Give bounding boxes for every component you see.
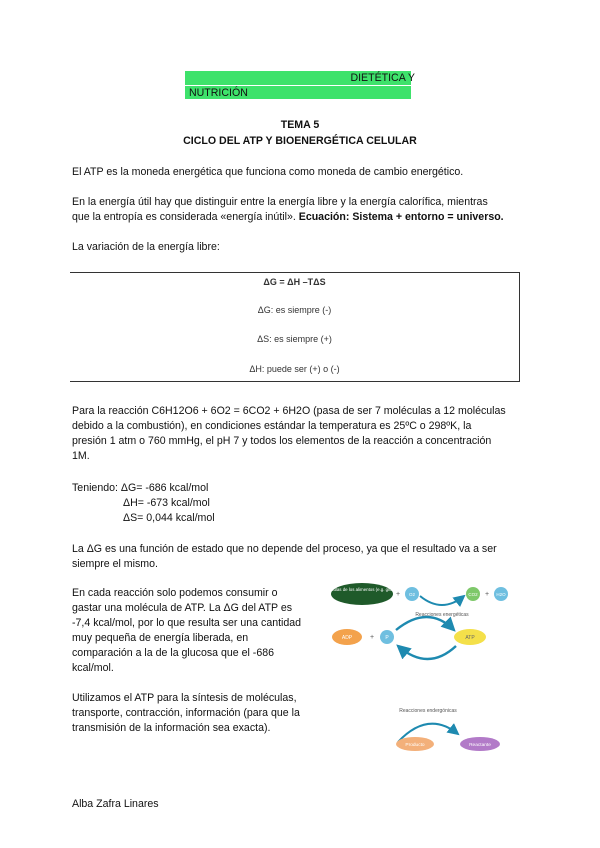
atp-hydrolysis-arrow <box>398 646 456 659</box>
atp-uses-paragraph: Utilizamos el ATP para la síntesis de moléculas, transporte, contracción, información (para que la transmisión de la información sea exacta). <box>72 692 300 734</box>
delta-g-value: Teniendo: ΔG= -686 kcal/mol <box>72 482 209 494</box>
topic-title: CICLO DEL ATP Y BIOENERGÉTICA CELULAR <box>183 135 417 147</box>
subject-header <box>185 71 415 99</box>
delta-h-value: ΔH= -673 kcal/mol <box>123 497 210 509</box>
atp-synthesis-arrow <box>396 617 454 630</box>
co2-label: CO2 <box>468 592 478 597</box>
react1-label: Reacciones energéticas <box>415 612 469 618</box>
intro-paragraph: El ATP es la moneda energética que funciona como moneda de cambio energético. <box>72 166 464 178</box>
product-label: Producto <box>405 743 425 748</box>
atp-label: ATP <box>465 635 475 641</box>
adp-label: ADP <box>341 635 353 641</box>
subject-line2: NUTRICIÓN <box>189 87 248 99</box>
energy-line1: En la energía útil hay que distinguir entre la energía libre y la energía calorífica, mientras <box>72 196 488 208</box>
free-energy-label: La variación de la energía libre: <box>72 241 220 253</box>
formula-main: ΔG = ΔH –TΔS <box>263 277 326 287</box>
plus-2: + <box>484 591 490 598</box>
plus-1: + <box>395 591 401 598</box>
topic-number: TEMA 5 <box>280 119 320 131</box>
subject-line1: DIETÉTICA Y <box>350 72 415 84</box>
top-reaction-arrow <box>420 596 464 605</box>
values-block <box>72 481 532 526</box>
formula-ds: ΔS: es siempre (+) <box>257 334 332 344</box>
reaction-paragraph: Para la reacción C6H12O6 + 6O2 = 6CO2 + 6H2O (pasa de ser 7 moléculas a 12 moléculas debido a la combustión), en condiciones estándar la temperatura es 25ºC o 298ºK, la presión 1 atm o 760 mmHg, el pH 7 y todos los elementos de la reacción a concentración 1M. <box>72 405 506 462</box>
equation-bold: Ecuación: Sistema + entorno = universo. <box>298 211 504 223</box>
react2-label: Reacciones endergónicas <box>399 708 457 714</box>
formula-dh: ΔH: puede ser (+) o (-) <box>249 364 340 374</box>
h2o-label: H2O <box>496 592 506 597</box>
atp-consumption-paragraph: En cada reacción solo podemos consumir o gastar una molécula de ATP. La ΔG del ATP es -7,4 kcal/mol, por lo que resulta ser una cantidad muy pequeña de energía liberada, en comparación a la de la glucosa que el -686 kcal/mol. <box>72 587 302 674</box>
energy-paragraph <box>72 195 532 225</box>
reactant-label: Reactante <box>469 743 491 748</box>
author-footer: Alba Zafra Linares <box>72 798 159 810</box>
phosphate-label: P <box>385 635 389 641</box>
formula-dg: ΔG: es siempre (-) <box>257 305 332 315</box>
state-function-paragraph: La ΔG es una función de estado que no depende del proceso, ya que el resultado va a ser siempre el mismo. <box>72 543 497 570</box>
formula-box <box>70 272 520 382</box>
delta-s-value: ΔS= 0,044 kcal/mol <box>123 512 215 524</box>
food-molecules-label: Moléculas de los alimentos (e.g. glucosa) <box>321 587 403 592</box>
energy-line2: que la entropía es considerada «energía inútil». Ecuación: Sistema + entorno = universo. <box>72 211 504 223</box>
atp-cycle-diagram <box>321 582 520 752</box>
plus-3: + <box>369 634 375 641</box>
o2-label: O2 <box>408 592 416 597</box>
